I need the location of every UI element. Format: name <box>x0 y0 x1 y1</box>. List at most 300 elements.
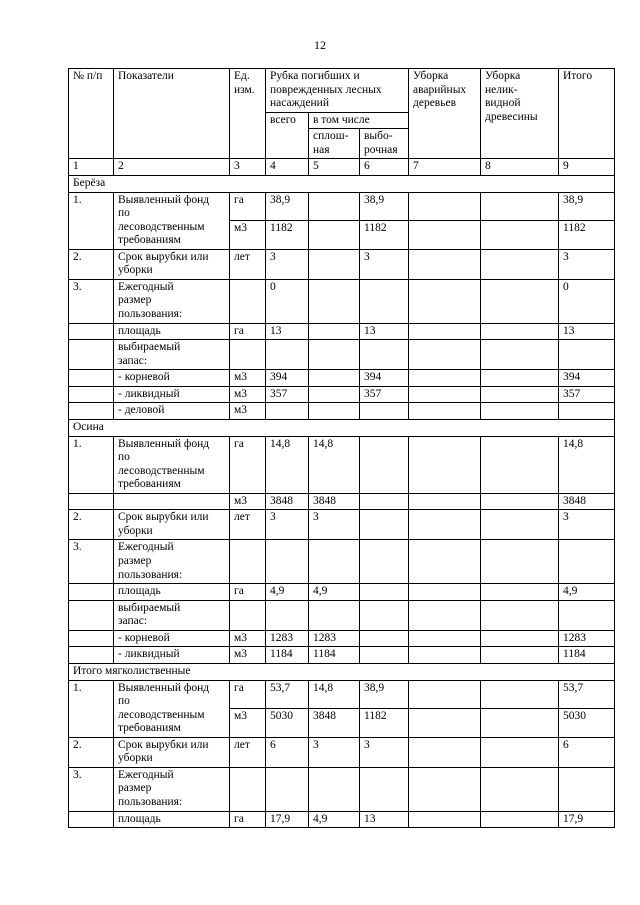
value-cell: 13 <box>266 323 309 340</box>
value-cell: 6 <box>559 737 615 767</box>
value-cell <box>266 540 309 584</box>
value-cell <box>360 630 409 647</box>
value-cell <box>409 647 481 664</box>
indicator-line: Ежегодный <box>118 768 174 781</box>
value-cell <box>481 584 559 601</box>
value-cell: 53,7 <box>266 680 309 709</box>
row-number: 2. <box>69 737 114 767</box>
header-dead-line: насаждений <box>270 97 329 110</box>
value-cell <box>360 436 409 493</box>
value-cell <box>481 737 559 767</box>
indicator-line: - ликвидный <box>118 648 180 661</box>
value-cell <box>481 767 559 811</box>
column-number: 7 <box>409 159 481 176</box>
value-cell <box>481 249 559 279</box>
value-cell: 357 <box>559 386 615 403</box>
value-cell: 13 <box>559 323 615 340</box>
value-cell <box>309 323 360 340</box>
row-number: 1. <box>69 436 114 493</box>
unit-cell: м3 <box>230 709 266 738</box>
unit-cell <box>230 767 266 811</box>
value-cell <box>266 600 309 630</box>
indicator-line: выбираемый <box>118 601 181 614</box>
value-cell: 0 <box>266 279 309 323</box>
value-cell: 1184 <box>559 647 615 664</box>
header-including: в том числе <box>309 112 409 129</box>
forest-use-table <box>68 68 615 828</box>
unit-cell: м3 <box>230 221 266 250</box>
row-number <box>69 386 114 403</box>
value-cell <box>309 370 360 387</box>
value-cell: 13 <box>360 323 409 340</box>
section-title: Итого мягколиственные <box>69 663 615 680</box>
value-cell <box>481 370 559 387</box>
row-number <box>69 493 114 510</box>
value-cell <box>360 403 409 420</box>
value-cell <box>360 510 409 540</box>
row-number: 3. <box>69 279 114 323</box>
indicator-line: - деловой <box>118 404 165 417</box>
value-cell <box>409 600 481 630</box>
table-row <box>69 584 615 601</box>
indicator-cell <box>114 370 230 387</box>
value-cell <box>266 403 309 420</box>
indicator-line: Срок вырубки или <box>118 511 209 524</box>
indicator-line: площадь <box>118 324 161 337</box>
row-number: 1. <box>69 680 114 737</box>
indicator-line: Срок вырубки или <box>118 250 209 263</box>
unit-cell: лет <box>230 249 266 279</box>
value-cell <box>360 279 409 323</box>
header-emergency-line: деревьев <box>413 97 457 110</box>
indicator-line: площадь <box>118 585 161 598</box>
value-cell: 14,8 <box>559 436 615 493</box>
unit-cell: лет <box>230 737 266 767</box>
value-cell <box>481 680 559 709</box>
indicator-cell <box>114 811 230 828</box>
indicator-cell <box>114 584 230 601</box>
value-cell: 6 <box>266 737 309 767</box>
value-cell <box>481 540 559 584</box>
value-cell <box>409 386 481 403</box>
value-cell: 14,8 <box>309 680 360 709</box>
unit-cell: га <box>230 680 266 709</box>
unit-cell: га <box>230 323 266 340</box>
header-clear-cut <box>309 129 360 159</box>
value-cell: 0 <box>559 279 615 323</box>
indicator-line: уборки <box>118 752 153 765</box>
header-selective-line: выбо- <box>364 130 393 143</box>
value-cell <box>409 192 481 221</box>
value-cell: 14,8 <box>309 436 360 493</box>
value-cell <box>559 600 615 630</box>
value-cell <box>409 811 481 828</box>
section-title: Берёза <box>69 175 615 192</box>
table-row <box>69 811 615 828</box>
header-unusable-line: Уборка <box>485 70 521 82</box>
indicator-cell <box>114 436 230 493</box>
header-emergency <box>409 69 481 159</box>
unit-cell: м3 <box>230 386 266 403</box>
unit-cell: м3 <box>230 370 266 387</box>
header-unit-line: Ед. <box>234 70 250 82</box>
unit-cell: лет <box>230 510 266 540</box>
table-row <box>69 600 615 630</box>
value-cell <box>409 403 481 420</box>
value-cell <box>360 340 409 370</box>
value-cell <box>409 436 481 493</box>
value-cell <box>409 680 481 709</box>
value-cell <box>360 647 409 664</box>
value-cell <box>409 584 481 601</box>
row-number <box>69 630 114 647</box>
row-number <box>69 403 114 420</box>
value-cell: 1283 <box>559 630 615 647</box>
row-number <box>69 647 114 664</box>
header-dead-line: поврежденных лесных <box>270 83 382 96</box>
value-cell <box>481 323 559 340</box>
value-cell: 17,9 <box>266 811 309 828</box>
value-cell: 38,9 <box>360 680 409 709</box>
column-number: 8 <box>481 159 559 176</box>
indicator-cell <box>114 767 230 811</box>
row-number: 2. <box>69 249 114 279</box>
value-cell: 3 <box>266 249 309 279</box>
value-cell: 38,9 <box>266 192 309 221</box>
header-unit <box>230 69 266 159</box>
column-number: 4 <box>266 159 309 176</box>
indicator-line: требованиям <box>118 234 181 247</box>
value-cell: 394 <box>559 370 615 387</box>
value-cell <box>481 436 559 493</box>
indicator-line: лесоводственным <box>118 464 205 477</box>
value-cell <box>266 340 309 370</box>
indicator-cell <box>114 323 230 340</box>
value-cell <box>266 767 309 811</box>
indicator-line: требованиям <box>118 478 181 491</box>
indicator-cell <box>114 386 230 403</box>
indicator-cell <box>114 403 230 420</box>
table-row <box>69 249 615 279</box>
header-unusable <box>481 69 559 159</box>
row-number <box>69 370 114 387</box>
value-cell <box>309 340 360 370</box>
value-cell <box>481 630 559 647</box>
value-cell: 13 <box>360 811 409 828</box>
row-number: 3. <box>69 767 114 811</box>
indicator-line: Ежегодный <box>118 541 174 554</box>
header-no: № п/п <box>69 69 114 159</box>
unit-cell: га <box>230 584 266 601</box>
indicator-line: запас: <box>118 354 148 367</box>
indicator-line: размер <box>118 782 152 795</box>
column-number: 9 <box>559 159 615 176</box>
row-number <box>69 340 114 370</box>
value-cell: 1283 <box>309 630 360 647</box>
unit-cell <box>230 600 266 630</box>
value-cell: 3848 <box>309 709 360 738</box>
indicator-line: пользования: <box>118 308 183 320</box>
header-unusable-line: древесины <box>485 110 538 123</box>
column-number: 3 <box>230 159 266 176</box>
indicator-cell <box>114 249 230 279</box>
value-cell <box>360 767 409 811</box>
value-cell <box>481 510 559 540</box>
value-cell <box>360 540 409 584</box>
value-cell <box>409 540 481 584</box>
value-cell <box>481 279 559 323</box>
value-cell <box>409 630 481 647</box>
value-cell: 3 <box>309 510 360 540</box>
table-row <box>69 767 615 811</box>
unit-cell: м3 <box>230 403 266 420</box>
indicator-line: площадь <box>118 812 161 825</box>
page-number: 12 <box>314 38 326 52</box>
value-cell: 5030 <box>266 709 309 738</box>
table-row <box>69 510 615 540</box>
table-row <box>69 630 615 647</box>
indicator-line: выбираемый <box>118 341 181 354</box>
section-row <box>69 175 615 192</box>
value-cell: 17,9 <box>559 811 615 828</box>
table-row <box>69 647 615 664</box>
value-cell: 1182 <box>266 221 309 250</box>
value-cell: 38,9 <box>360 192 409 221</box>
header-unusable-line: нелик- <box>485 83 518 96</box>
unit-cell: га <box>230 436 266 493</box>
row-number <box>69 323 114 340</box>
value-cell <box>409 709 481 738</box>
header-clear-line: ная <box>313 143 330 156</box>
value-cell: 1184 <box>309 647 360 664</box>
value-cell: 53,7 <box>559 680 615 709</box>
value-cell: 3 <box>309 737 360 767</box>
indicator-cell <box>114 647 230 664</box>
table-row <box>69 279 615 323</box>
indicator-cell <box>114 510 230 540</box>
value-cell: 394 <box>266 370 309 387</box>
indicator-line: по <box>118 695 130 708</box>
indicator-cell <box>114 630 230 647</box>
section-title: Осина <box>69 419 615 436</box>
table-row <box>69 323 615 340</box>
row-number <box>69 811 114 828</box>
unit-cell <box>230 340 266 370</box>
value-cell <box>559 540 615 584</box>
indicator-cell <box>114 493 230 510</box>
indicator-line: по <box>118 451 130 464</box>
unit-cell <box>230 540 266 584</box>
value-cell <box>360 493 409 510</box>
header-indicators: Показатели <box>114 69 230 159</box>
indicator-line: лесоводственным <box>118 220 205 233</box>
value-cell: 357 <box>266 386 309 403</box>
value-cell: 3 <box>360 249 409 279</box>
value-cell <box>481 600 559 630</box>
indicator-line: - корневой <box>118 631 170 644</box>
table-row <box>69 436 615 493</box>
table-row <box>69 192 615 221</box>
value-cell <box>309 249 360 279</box>
table-row <box>69 370 615 387</box>
header-clear-line: сплош- <box>313 130 349 143</box>
header-dead-stands <box>266 69 409 113</box>
value-cell <box>481 340 559 370</box>
value-cell <box>481 386 559 403</box>
indicator-cell <box>114 279 230 323</box>
indicator-cell <box>114 600 230 630</box>
indicator-line: Выявленный фонд <box>118 437 210 450</box>
row-number: 3. <box>69 540 114 584</box>
unit-cell <box>230 279 266 323</box>
header-selective-line: рочная <box>364 143 398 156</box>
column-number: 5 <box>309 159 360 176</box>
indicator-line: Выявленный фонд <box>118 193 210 206</box>
header-row <box>69 69 615 113</box>
header-emergency-line: Уборка <box>413 70 449 82</box>
indicator-line: Срок вырубки или <box>118 738 209 751</box>
value-cell: 3848 <box>559 493 615 510</box>
indicator-cell <box>114 737 230 767</box>
indicator-line: размер <box>118 555 152 567</box>
value-cell: 5030 <box>559 709 615 738</box>
value-cell <box>309 221 360 250</box>
table-row <box>69 403 615 420</box>
column-number: 6 <box>360 159 409 176</box>
value-cell <box>481 811 559 828</box>
value-cell: 3848 <box>309 493 360 510</box>
value-cell <box>309 279 360 323</box>
value-cell <box>409 510 481 540</box>
unit-cell: га <box>230 811 266 828</box>
section-row <box>69 419 615 436</box>
indicator-line: лесоводственным <box>118 708 205 721</box>
section-row <box>69 663 615 680</box>
value-cell <box>481 493 559 510</box>
indicator-line: размер <box>118 294 152 307</box>
unit-cell: м3 <box>230 630 266 647</box>
value-cell <box>481 192 559 221</box>
value-cell <box>409 340 481 370</box>
indicator-line: Выявленный фонд <box>118 681 210 694</box>
indicator-line: требованиям <box>118 722 181 735</box>
value-cell <box>559 403 615 420</box>
value-cell <box>409 221 481 250</box>
indicator-cell <box>114 540 230 584</box>
header-dead-line: Рубка погибших и <box>270 70 360 82</box>
value-cell: 3 <box>559 510 615 540</box>
indicator-cell <box>114 680 230 737</box>
value-cell: 3 <box>266 510 309 540</box>
value-cell: 1184 <box>266 647 309 664</box>
row-number <box>69 600 114 630</box>
value-cell <box>309 767 360 811</box>
value-cell: 357 <box>360 386 409 403</box>
unit-cell: га <box>230 192 266 221</box>
header-emergency-line: аварийных <box>413 83 467 96</box>
indicator-line: пользования: <box>118 796 183 808</box>
value-cell <box>309 403 360 420</box>
value-cell: 1182 <box>559 221 615 250</box>
value-cell <box>409 323 481 340</box>
value-cell <box>481 647 559 664</box>
header-result: Итого <box>559 69 615 159</box>
value-cell <box>309 192 360 221</box>
indicator-line: уборки <box>118 264 153 277</box>
table-row <box>69 340 615 370</box>
indicator-line: - корневой <box>118 371 170 384</box>
indicator-line: Ежегодный <box>118 280 174 293</box>
table-row <box>69 737 615 767</box>
value-cell: 1182 <box>360 221 409 250</box>
value-cell: 38,9 <box>559 192 615 221</box>
value-cell: 3848 <box>266 493 309 510</box>
unit-cell: м3 <box>230 493 266 510</box>
row-number: 1. <box>69 192 114 249</box>
value-cell <box>409 737 481 767</box>
indicator-line: запас: <box>118 615 148 628</box>
value-cell <box>559 767 615 811</box>
indicator-line: уборки <box>118 524 153 537</box>
indicator-line: - ликвидный <box>118 387 180 400</box>
value-cell <box>481 403 559 420</box>
value-cell <box>309 600 360 630</box>
value-cell <box>360 584 409 601</box>
header-unit-line: изм. <box>234 83 255 96</box>
value-cell: 4,9 <box>266 584 309 601</box>
table-body <box>69 69 615 828</box>
indicator-line: по <box>118 207 130 220</box>
value-cell <box>481 221 559 250</box>
table-row <box>69 680 615 709</box>
header-total-all: всего <box>266 112 309 159</box>
column-number-row <box>69 159 615 176</box>
column-number: 1 <box>69 159 114 176</box>
value-cell <box>409 279 481 323</box>
value-cell <box>559 340 615 370</box>
table-row <box>69 386 615 403</box>
value-cell <box>481 709 559 738</box>
value-cell <box>309 540 360 584</box>
table-row <box>69 493 615 510</box>
table-row <box>69 540 615 584</box>
value-cell: 1283 <box>266 630 309 647</box>
value-cell: 3 <box>559 249 615 279</box>
indicator-line: пользования: <box>118 568 183 581</box>
value-cell: 4,9 <box>309 584 360 601</box>
value-cell <box>360 600 409 630</box>
value-cell: 3 <box>360 737 409 767</box>
header-unusable-line: видной <box>485 97 521 110</box>
row-number <box>69 584 114 601</box>
indicator-cell <box>114 340 230 370</box>
indicator-cell <box>114 192 230 249</box>
value-cell: 4,9 <box>559 584 615 601</box>
value-cell <box>409 370 481 387</box>
value-cell: 14,8 <box>266 436 309 493</box>
column-number: 2 <box>114 159 230 176</box>
row-number: 2. <box>69 510 114 540</box>
unit-cell: м3 <box>230 647 266 664</box>
value-cell <box>409 767 481 811</box>
value-cell <box>409 493 481 510</box>
value-cell <box>309 386 360 403</box>
value-cell: 4,9 <box>309 811 360 828</box>
value-cell: 394 <box>360 370 409 387</box>
value-cell <box>409 249 481 279</box>
value-cell: 1182 <box>360 709 409 738</box>
header-selective-cut <box>360 129 409 159</box>
